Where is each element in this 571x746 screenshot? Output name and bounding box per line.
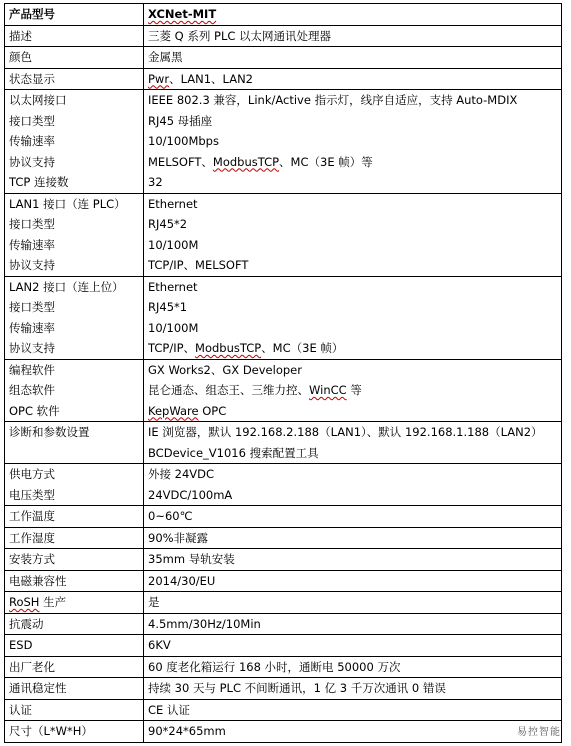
row-value-cell <box>144 25 562 47</box>
row-label-cell <box>5 570 144 592</box>
row-value-cell <box>144 422 562 464</box>
row-value: TCP/IP、MELSOFT <box>148 258 249 272</box>
row-value: 昆仑通态、组态王、三维力控、WinCC 等 <box>148 383 362 397</box>
row-value-cell <box>144 678 562 700</box>
row-value: 金属黑 <box>148 50 183 64</box>
row-value: Ethernet <box>148 196 198 211</box>
spec-table <box>4 3 562 743</box>
table-row <box>5 678 562 700</box>
row-value: 2014/30/EU <box>148 573 216 588</box>
row-value-cell <box>144 193 562 276</box>
table-header-row <box>5 4 562 26</box>
row-value: RJ45*2 <box>148 217 188 231</box>
row-label: 抗震动 <box>9 616 44 631</box>
row-value: MELSOFT、ModbusTCP、MC（3E 帧）等 <box>148 154 373 169</box>
header-value-cell <box>144 4 562 26</box>
table-row <box>5 422 562 464</box>
table-row <box>5 527 562 549</box>
row-value: 三菱 Q 系列 PLC 以太网通讯处理器 <box>148 28 332 43</box>
row-label: 电压类型 <box>9 487 55 502</box>
row-value-cell <box>144 90 562 194</box>
row-label: OPC 软件 <box>9 403 60 418</box>
row-value: 32 <box>148 175 163 189</box>
row-label: 编程软件 <box>9 362 55 377</box>
row-label-cell <box>5 90 144 194</box>
row-value: IE 浏览器，默认 192.168.2.188（LAN1）、默认 192.168.1.188（LAN2） <box>148 425 543 439</box>
row-label: LAN2 接口（连上位） <box>9 279 124 294</box>
row-value-cell <box>144 699 562 721</box>
row-label: 协议支持 <box>9 258 55 272</box>
row-value-cell <box>144 721 562 743</box>
row-value-cell <box>144 47 562 69</box>
row-label-cell <box>5 464 144 506</box>
row-label: 工作温度 <box>9 509 55 523</box>
row-label-cell <box>5 678 144 700</box>
row-value: 10/100M <box>148 320 199 335</box>
row-label: 诊断和参数设置 <box>9 425 90 439</box>
row-label: 协议支持 <box>9 341 55 355</box>
table-row <box>5 721 562 743</box>
row-label-cell <box>5 527 144 549</box>
row-label-cell <box>5 506 144 528</box>
row-label-cell <box>5 68 144 90</box>
row-value-cell <box>144 276 562 359</box>
table-row <box>5 359 562 422</box>
row-value-cell <box>144 613 562 635</box>
table-row <box>5 25 562 47</box>
row-value: 10/100Mbps <box>148 134 219 148</box>
row-label-cell <box>5 721 144 743</box>
row-value: 0~60℃ <box>148 509 193 523</box>
row-label-cell <box>5 25 144 47</box>
row-label: 描述 <box>9 28 32 43</box>
table-row <box>5 656 562 678</box>
row-label: 传输速率 <box>9 320 55 335</box>
table-row <box>5 635 562 657</box>
row-label: 出厂老化 <box>9 659 55 674</box>
row-value: Pwr、LAN1、LAN2 <box>148 71 253 86</box>
row-value-cell <box>144 549 562 571</box>
row-value: RJ45*1 <box>148 300 188 314</box>
row-value-cell <box>144 506 562 528</box>
row-label-cell <box>5 359 144 422</box>
table-row <box>5 90 562 194</box>
table-row <box>5 464 562 506</box>
row-value: 外接 24VDC <box>148 467 215 481</box>
row-value: 4.5mm/30Hz/10Min <box>148 616 261 631</box>
row-label: 组态软件 <box>9 383 55 397</box>
row-value-cell <box>144 464 562 506</box>
row-label-cell <box>5 635 144 657</box>
row-value-cell <box>144 635 562 657</box>
table-row <box>5 613 562 635</box>
table-row <box>5 193 562 276</box>
header-model-value: XCNet-MIT <box>148 7 217 21</box>
row-value: KepWare OPC <box>148 403 227 418</box>
row-label: 安装方式 <box>9 552 55 566</box>
row-label-cell <box>5 592 144 614</box>
row-label: ESD <box>9 638 33 652</box>
row-label-cell <box>5 656 144 678</box>
row-value-cell <box>144 570 562 592</box>
row-label: 供电方式 <box>9 467 55 481</box>
row-label-cell <box>5 276 144 359</box>
header-label: 产品型号 <box>9 7 55 21</box>
row-label: 传输速率 <box>9 237 55 252</box>
row-value: 24VDC/100mA <box>148 487 233 502</box>
row-value: Ethernet <box>148 279 198 294</box>
table-row <box>5 699 562 721</box>
row-label-cell <box>5 549 144 571</box>
table-row <box>5 506 562 528</box>
row-label-cell <box>5 699 144 721</box>
row-value-cell <box>144 656 562 678</box>
row-value: 35mm 导轨安装 <box>148 552 235 566</box>
row-label: 通讯稳定性 <box>9 681 67 695</box>
table-row <box>5 68 562 90</box>
row-label: 颜色 <box>9 50 32 64</box>
row-label: RoSH 生产 <box>9 595 67 609</box>
row-label: LAN1 接口（连 PLC） <box>9 196 126 211</box>
row-value: 90*24*65mm <box>148 724 226 738</box>
table-row <box>5 276 562 359</box>
row-label: 传输速率 <box>9 134 55 148</box>
table-row <box>5 549 562 571</box>
row-label: 以太网接口 <box>9 93 67 107</box>
row-value: 60 度老化箱运行 168 小时，通断电 50000 万次 <box>148 659 401 674</box>
row-value-cell <box>144 68 562 90</box>
row-label-cell <box>5 193 144 276</box>
row-label-cell <box>5 422 144 464</box>
row-label: 尺寸（L*W*H） <box>9 724 93 738</box>
row-value: 是 <box>148 595 160 609</box>
row-value: 90%非凝露 <box>148 530 209 545</box>
row-label: 接口类型 <box>9 217 55 231</box>
row-label: 工作湿度 <box>9 530 55 545</box>
row-value: CE 认证 <box>148 702 190 717</box>
row-label-cell <box>5 47 144 69</box>
row-value: GX Works2、GX Developer <box>148 362 302 377</box>
row-label: 接口类型 <box>9 113 55 128</box>
table-row <box>5 592 562 614</box>
row-value: TCP/IP、ModbusTCP、MC（3E 帧） <box>148 341 344 355</box>
row-value: BCDevice_V1016 搜索配置工具 <box>148 445 319 460</box>
row-label: 接口类型 <box>9 300 55 314</box>
row-value: IEEE 802.3 兼容，Link/Active 指示灯，线序自适应，支持 Auto-MDIX <box>148 93 518 107</box>
header-label-cell <box>5 4 144 26</box>
row-value: 6KV <box>148 638 171 652</box>
row-label: 状态显示 <box>9 71 55 86</box>
spec-table-body <box>5 4 562 743</box>
table-row <box>5 47 562 69</box>
watermark: 易控智能 <box>517 727 561 738</box>
row-label-cell <box>5 613 144 635</box>
row-label: TCP 连接数 <box>9 175 69 189</box>
row-value: 持续 30 天与 PLC 不间断通讯，1 亿 3 千万次通讯 0 错误 <box>148 681 446 695</box>
row-value: 10/100M <box>148 237 199 252</box>
row-value-cell <box>144 527 562 549</box>
row-value: RJ45 母插座 <box>148 113 213 128</box>
row-label: 电磁兼容性 <box>9 573 67 588</box>
row-value-cell <box>144 359 562 422</box>
row-value-cell <box>144 592 562 614</box>
row-label: 认证 <box>9 702 32 717</box>
table-row <box>5 570 562 592</box>
row-label: 协议支持 <box>9 154 55 169</box>
